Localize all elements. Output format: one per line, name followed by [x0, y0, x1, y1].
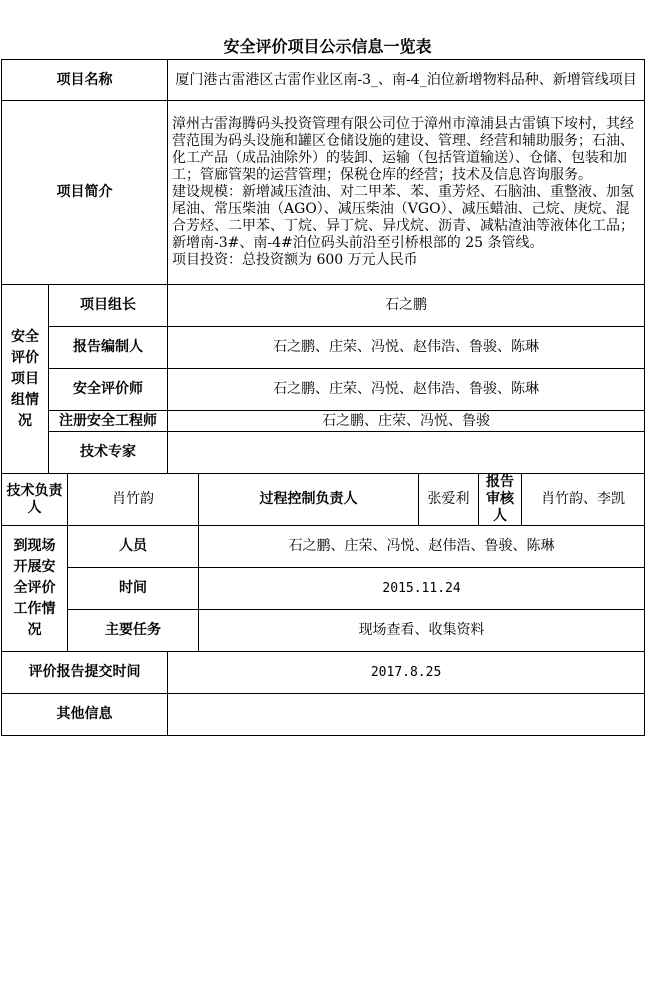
team-leader-label: 项目组长 [49, 285, 168, 327]
info-table [1, 59, 645, 736]
other-info-value [168, 694, 645, 736]
intro-paragraph: 项目投资：总投资额为 600 万元人民币 [172, 252, 418, 268]
process-lead-value: 张爱利 [419, 474, 479, 526]
main-task-value: 现场查看、收集资料 [199, 610, 645, 652]
site-work-group-label: 到现场开展安全评价工作情况 [2, 526, 68, 652]
tech-expert-label: 技术专家 [49, 432, 168, 474]
intro-paragraph: 建设规模：新增减压渣油、对二甲苯、苯、重芳烃、石脑油、重整液、加氢尾油、常压柴油（AGO）、减压柴油（VGO）、减压蜡油、己烷、庚烷、混合芳烃、二甲苯、丁烷、异丁烷、异戊烷、沥青、减粘渣油等液体化工品；新增南-3#、南-4#泊位码头前沿至引桥根部的 25 条管线。 [172, 184, 635, 251]
project-intro-value [168, 101, 645, 285]
intro-paragraph: 漳州古雷海腾码头投资管理有限公司位于漳州市漳浦县古雷镇下垵村，其经营范围为码头设施和罐区仓储设施的建设、管理、经营和辅助服务；石油、化工产品（成品油除外）的装卸、运输（包括管道输送）、仓储、包装和加工；管廊管架的运营管理；保税仓库的经营；技术及信息咨询服务。 [172, 116, 635, 183]
site-time-value: 2015.11.24 [199, 568, 645, 610]
site-personnel-value: 石之鹏、庄荣、冯悦、赵伟浩、鲁骏、陈琳 [199, 526, 645, 568]
process-lead-label: 过程控制负责人 [199, 474, 419, 526]
report-author-value: 石之鹏、庄荣、冯悦、赵伟浩、鲁骏、陈琳 [168, 327, 645, 369]
document-title: 安全评价项目公示信息一览表 [223, 37, 432, 56]
team-group-label: 安全评价项目组情况 [2, 285, 49, 474]
report-author-label: 报告编制人 [49, 327, 168, 369]
tech-lead-value: 肖竹韵 [68, 474, 199, 526]
project-intro-label: 项目简介 [2, 101, 168, 285]
site-time-label: 时间 [68, 568, 199, 610]
tech-lead-label: 技术负责人 [2, 474, 68, 526]
project-name-label: 项目名称 [2, 60, 168, 101]
report-reviewer-label: 报告审核人 [479, 474, 522, 526]
registered-engineer-value: 石之鹏、庄荣、冯悦、鲁骏 [168, 411, 645, 432]
report-reviewer-value: 肖竹韵、李凯 [522, 474, 645, 526]
project-name-value: 厦门港古雷港区古雷作业区南-3_、南-4_泊位新增物料品种、新增管线项目 [168, 60, 645, 101]
safety-assessor-label: 安全评价师 [49, 369, 168, 411]
tech-expert-value [168, 432, 645, 474]
main-task-label: 主要任务 [68, 610, 199, 652]
site-personnel-label: 人员 [68, 526, 199, 568]
submit-time-value: 2017.8.25 [168, 652, 645, 694]
other-info-label: 其他信息 [2, 694, 168, 736]
safety-assessor-value: 石之鹏、庄荣、冯悦、赵伟浩、鲁骏、陈琳 [168, 369, 645, 411]
submit-time-label: 评价报告提交时间 [2, 652, 168, 694]
registered-engineer-label: 注册安全工程师 [49, 411, 168, 432]
team-leader-value: 石之鹏 [168, 285, 645, 327]
